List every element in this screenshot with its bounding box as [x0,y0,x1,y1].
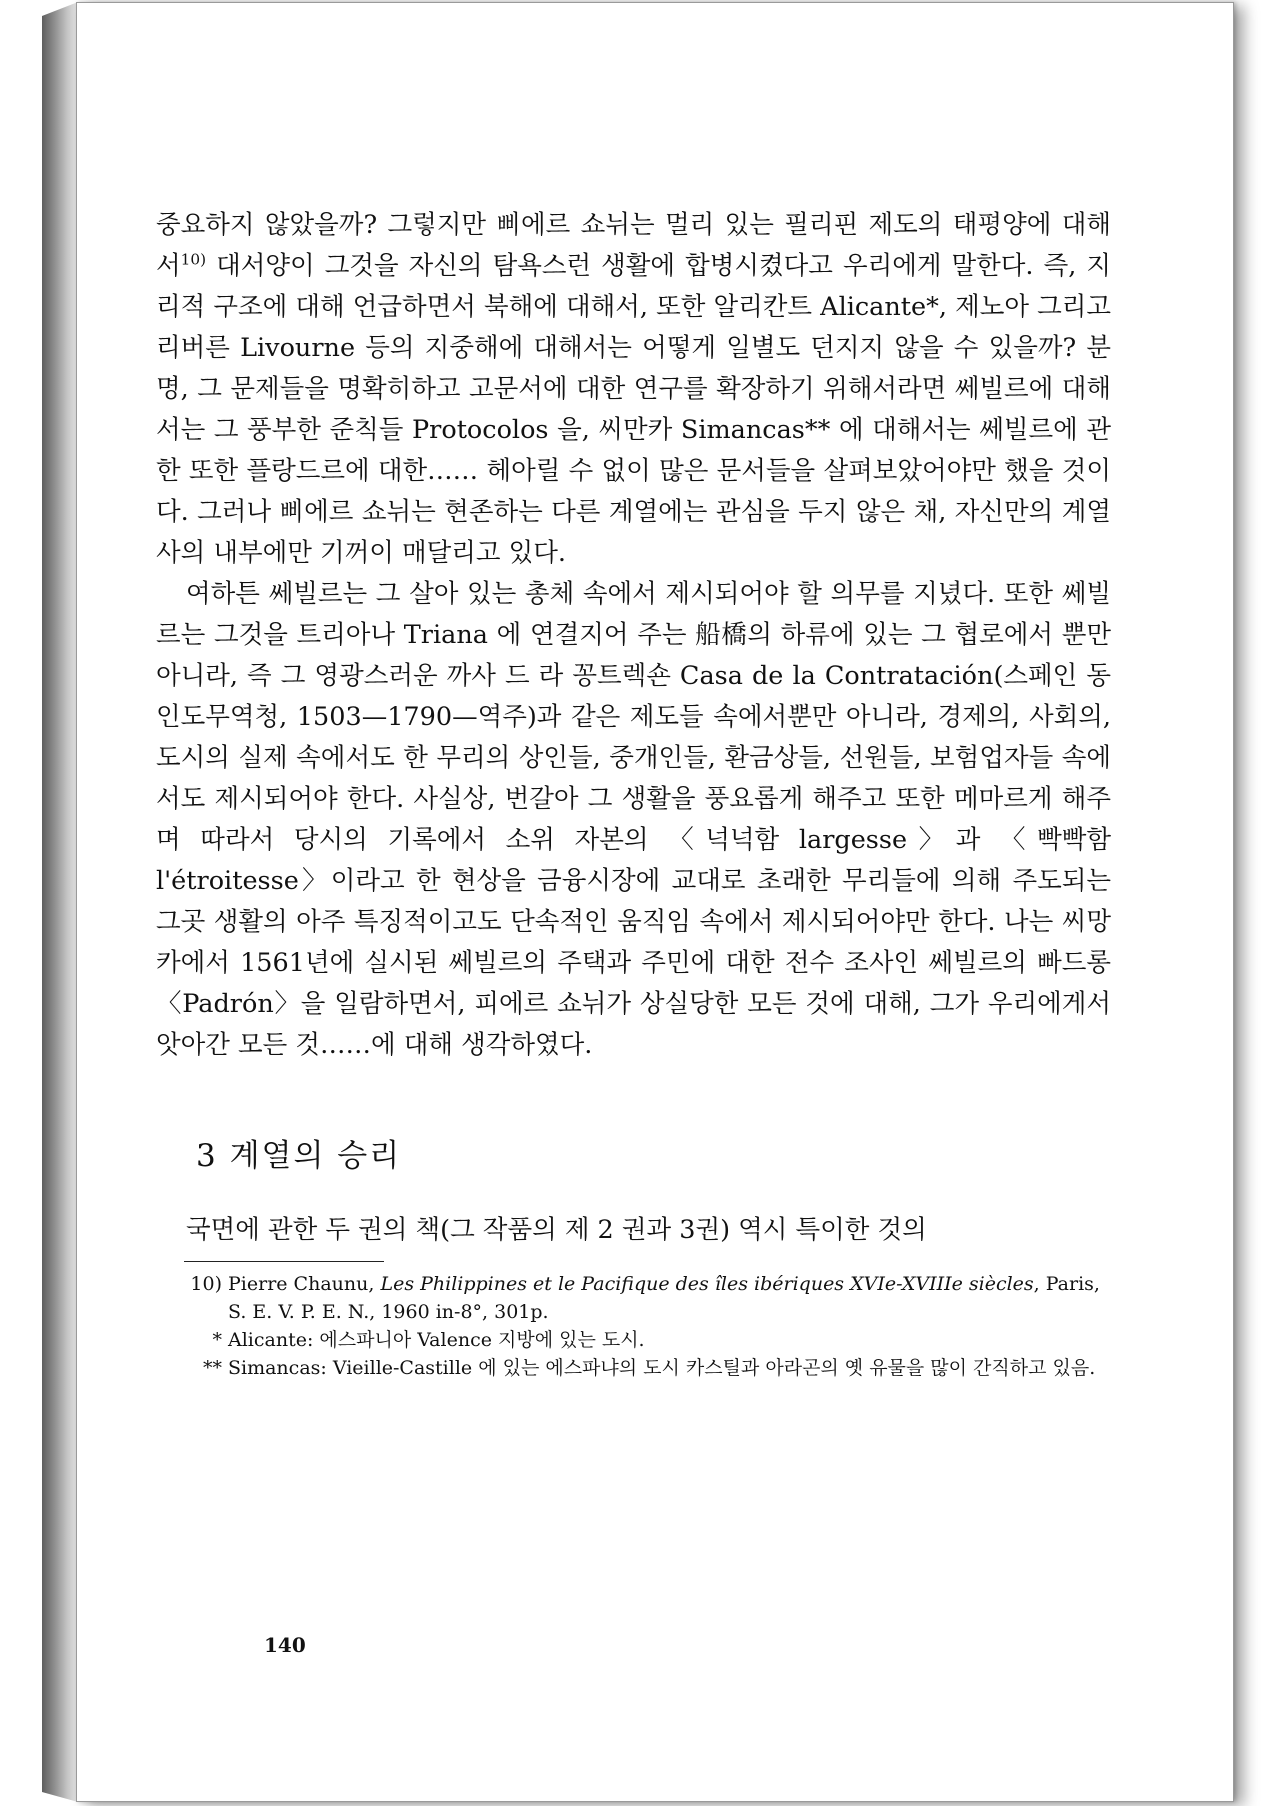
footnote-simancas [184,1354,1111,1382]
section-first-line: 국면에 관한 두 권의 책(그 작품의 제 2 권과 3권) 역시 특이한 것의 [186,1215,927,1245]
footnote-mark: * [212,1329,222,1351]
body-paragraph-2: 여하튼 쎄빌르는 그 살아 있는 총체 속에서 제시되어야 할 의무를 지녔다. 또한 쎄빌르는 그것을 트리아나 Triana 에 연결지어 주는 船橋의 하류에 있는 그 협로에서 뿐만 아니라, 즉 그 영광스러운 까사 드 라 꽁트렉숀 Casa de la Contratación(스페인 동인도무역청, 1503—1790—역주)과 같은 제도들 속에서뿐만 아니라, 경제의, 사회의, 도시의 실제 속에서도 한 무리의 상인들, 중개인들, 환금상들, 선원들, 보험업자들 속에서도 제시되어야 한다. 사실상, 번갈아 그 생활을 풍요롭게 해주고 또한 메마르게 해주며 따라서 당시의 기록에서 소위 자본의 〈넉넉함 largesse〉과 〈빡빡함 l'étroitesse〉이라고 한 현상을 금융시장에 교대로 초래한 무리들에 의해 주도되는 그곳 생활의 아주 특징적이고도 단속적인 움직임 속에서 제시되어야만 한다. 나는 씨망카에서 1561년에 실시된 쎄빌르의 주택과 주민에 대한 전수 조사인 쎄빌르의 빠드롱 〈Padrón〉을 일람하면서, 피에르 쇼뉘가 상실당한 모든 것에 대해, 그가 우리에게서 앗아간 모든 것……에 대해 생각하였다. [156,579,1111,1060]
footnote-text: Pierre Chaunu, [228,1273,381,1295]
footnote-divider [184,1261,384,1262]
footnote-title: Les Philippines et le Pacifique des îles ibériques XVIe-XVIIIe siècles [380,1273,1034,1295]
footnote-text: , Paris, S. E. V. P. E. N., 1960 in-8°, 301p. [228,1273,1100,1323]
body-paragraph-1 [156,205,1111,574]
footnote-alicante [184,1326,1111,1354]
footnote-text: Simancas: Vieille-Castille 에 있는 에스파냐의 도시 카스틸과 아라곤의 옛 유물을 많이 간직하고 있음. [228,1357,1096,1379]
footnote-text: Alicante: 에스파니아 Valence 지방에 있는 도시. [228,1329,645,1351]
book-spine-edge [42,2,78,1802]
footnote-mark: 10) [190,1273,222,1295]
page-content [156,205,1111,1382]
section-heading: 3 계열의 승리 [196,1138,402,1174]
footnotes [184,1270,1111,1382]
page-number: 140 [264,1633,306,1657]
footnote-reference[interactable]: 10) [180,250,207,269]
paragraph-text: 중요하지 않았을까? 그렇지만 삐에르 쇼뉘는 멀리 있는 필리핀 제도의 태평양에 대해서 [156,210,1111,281]
footnote-10 [184,1270,1111,1326]
footnote-mark: ** [203,1357,222,1379]
paragraph-text: 대서양이 그것을 자신의 탐욕스런 생활에 합병시켰다고 우리에게 말한다. 즉, 지리적 구조에 대해 언급하면서 북해에 대해서, 또한 알리칸트 Alicante*, 제노아 그리고 리버른 Livourne 등의 지중해에 대해서는 어떻게 일별도 던지지 않을 수 있을까? 분명, 그 문제들을 명확히하고 고문서에 대한 연구를 확장하기 위해서라면 쎄빌르에 대해서는 그 풍부한 준칙들 Protocolos 을, 씨만카 Simancas** 에 대해서는 쎄빌르에 관한 또한 플랑드르에 대한…… 헤아릴 수 없이 많은 문서들을 살펴보았어야만 했을 것이다. 그러나 삐에르 쇼뉘는 현존하는 다른 계열에는 관심을 두지 않은 채, 자신만의 계열사의 내부에만 기꺼이 매달리고 있다. [156,251,1111,568]
